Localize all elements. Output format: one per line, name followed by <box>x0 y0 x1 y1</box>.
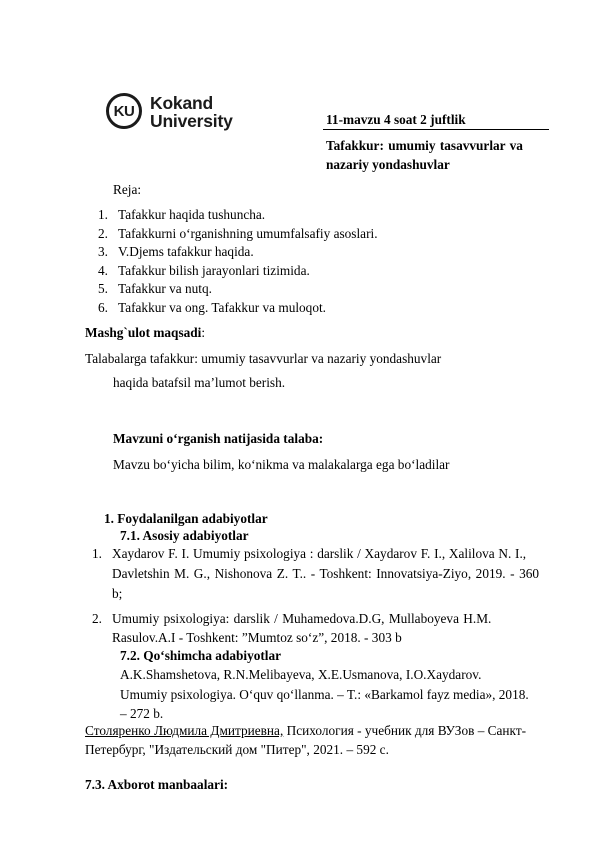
plan-item: 5. Tafakkur va nutq. <box>98 281 212 297</box>
header-divider <box>323 129 549 130</box>
plan-label: Reja: <box>113 182 142 197</box>
plan-list <box>98 206 378 318</box>
topic-title-line2: nazariy yondashuvlar <box>326 157 450 172</box>
additional-references-heading: 7.2. Qo‘shimcha adabiyotlar <box>120 648 282 663</box>
topic-title-line1: Tafakkur: umumiy tasavvurlar va <box>326 138 523 153</box>
goal-heading-row: Mashg`ulot maqsadi: <box>85 325 206 340</box>
outcome-text: Mavzu bo‘yicha bilim, ko‘nikma va malakalarga ega bo‘ladilar <box>113 457 450 472</box>
logo-word-kokand: Kokand <box>150 93 213 113</box>
logo-word-university: University <box>150 111 233 131</box>
outcome-heading: Mavzuni o‘rganish natijasida talaba: <box>113 431 324 446</box>
goal-heading: Mashg`ulot maqsadi <box>85 325 202 340</box>
plan-item: 2. Tafakkurni o‘rganishning umumfalsafiy asoslari. <box>98 225 378 241</box>
plan-item: 1. Tafakkur haqida tushuncha. <box>98 207 266 222</box>
reference-author-link[interactable]: Столяренко Людмила Дмитриевна, <box>85 723 284 738</box>
logo-mark: KU <box>106 93 142 129</box>
plan-item: 4. Tafakkur bilish jarayonlari tizimida. <box>98 262 310 278</box>
plan-item: 3. V.Djems tafakkur haqida. <box>98 244 254 260</box>
goal-text-line1: Talabalarga tafakkur: umumiy tasavvurlar va nazariy yondashuvlar <box>85 351 442 366</box>
references-heading: 1. Foydalanilgan adabiyotlar <box>104 511 268 526</box>
main-references-heading: 7.1. Asosiy adabiyotlar <box>120 528 249 543</box>
info-sources-heading: 7.3. Axborot manbaalari: <box>85 777 229 792</box>
plan-item: 6. Tafakkur va ong. Tafakkur va muloqot. <box>98 299 326 315</box>
goal-text-line2: haqida batafsil ma’lumot berish. <box>113 375 286 390</box>
topic-label: 11-mavzu 4 soat 2 juftlik <box>326 112 466 127</box>
university-logo <box>106 92 246 136</box>
